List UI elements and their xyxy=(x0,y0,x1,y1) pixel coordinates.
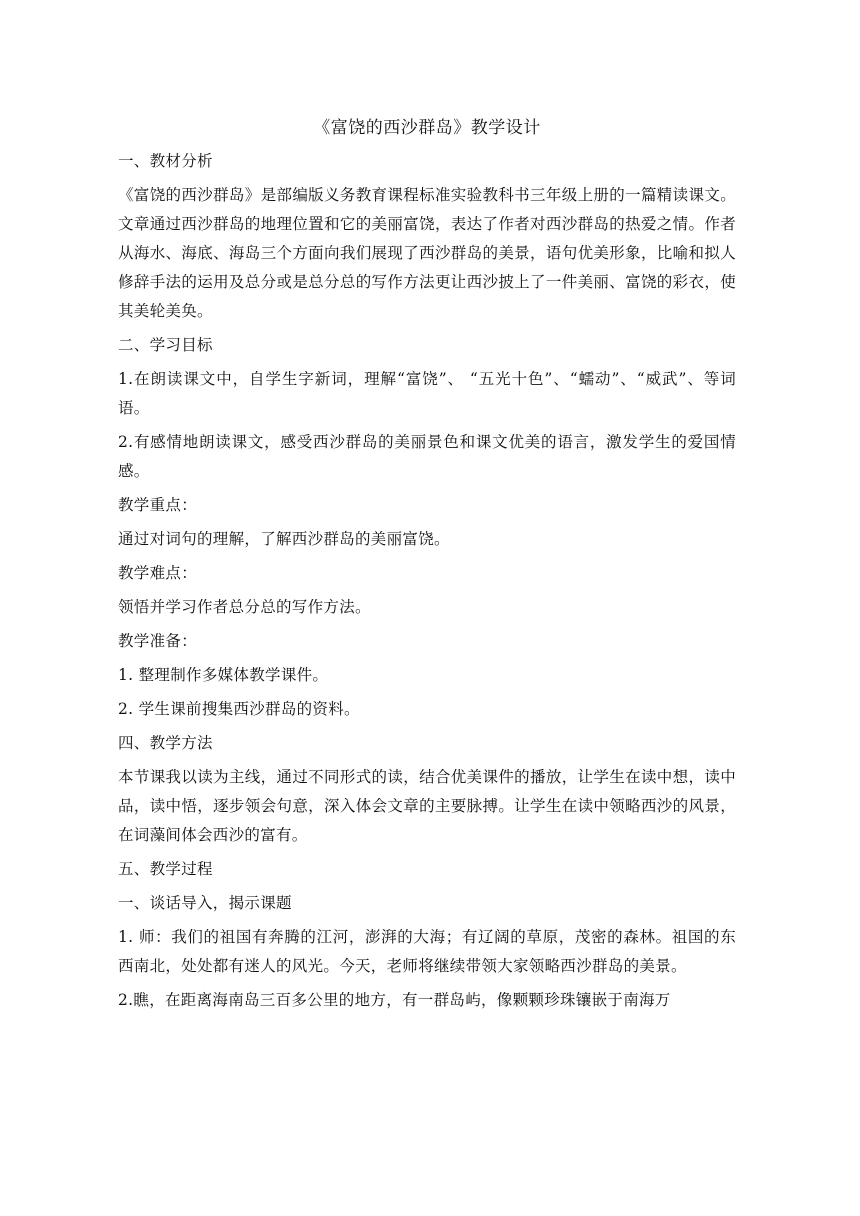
teaching-difficulty: 领悟并学习作者总分总的写作方法。 xyxy=(118,598,371,616)
learning-goal-2: 2.有感情地朗读课文，感受西沙群岛的美丽景色和课文优美的语言，激发学生的爱国情感。 xyxy=(118,433,736,480)
learning-goal-1: 1.在朗读课文中，自学生字新词，理解“富饶”、 “五光十色”、“蠕动”、“威武”、等词语。 xyxy=(118,370,736,417)
label-teaching-focus: 教学重点： xyxy=(118,496,198,514)
process-step-1: 1. 师：我们的祖国有奔腾的江河，澎湃的大海；有辽阔的草原，茂密的森林。祖国的东西南北，处处都有迷人的风光。今天，老师将继续带领大家领略西沙群岛的美景。 xyxy=(118,928,736,975)
section-heading-teaching-method: 四、教学方法 xyxy=(118,734,213,752)
section-heading-textbook-analysis: 一、教材分析 xyxy=(118,152,213,170)
paragraph-textbook-analysis: 《富饶的西沙群岛》是部编版义务教育课程标准实验教科书三年级上册的一篇精读课文。文章通过西沙群岛的地理位置和它的美丽富饶，表达了作者对西沙群岛的热爱之情。作者从海水、海底、海岛三个方面向我们展现了西沙群岛的美景，语句优美形象，比喻和拟人修辞手法的运用及总分或是总分总的写作方法更让西沙披上了一件美丽、富饶的彩衣，使其美轮美奂。 xyxy=(118,186,736,320)
label-teaching-difficulty: 教学难点： xyxy=(118,564,198,582)
document-title: 《富饶的西沙群岛》教学设计 xyxy=(313,118,541,138)
subheading-introduction: 一、谈话导入，揭示课题 xyxy=(118,894,292,912)
process-step-2: 2.瞧，在距离海南岛三百多公里的地方，有一群岛屿，像颗颗珍珠镶嵌于南海万 xyxy=(118,991,671,1009)
preparation-item-1: 1. 整理制作多媒体教学课件。 xyxy=(118,666,329,684)
section-heading-learning-goals: 二、学习目标 xyxy=(118,336,213,354)
teaching-focus: 通过对词句的理解，了解西沙群岛的美丽富饶。 xyxy=(118,530,450,548)
preparation-item-2: 2. 学生课前搜集西沙群岛的资料。 xyxy=(118,700,360,718)
section-heading-teaching-process: 五、教学过程 xyxy=(118,860,213,878)
document-page xyxy=(118,112,736,1015)
paragraph-teaching-method: 本节课我以读为主线，通过不同形式的读，结合优美课件的播放，让学生在读中想，读中品，读中悟，逐步领会句意，深入体会文章的主要脉搏。让学生在读中领略西沙的风景，在词藻间体会西沙的富有。 xyxy=(118,768,736,844)
label-teaching-preparation: 教学准备： xyxy=(118,632,198,650)
